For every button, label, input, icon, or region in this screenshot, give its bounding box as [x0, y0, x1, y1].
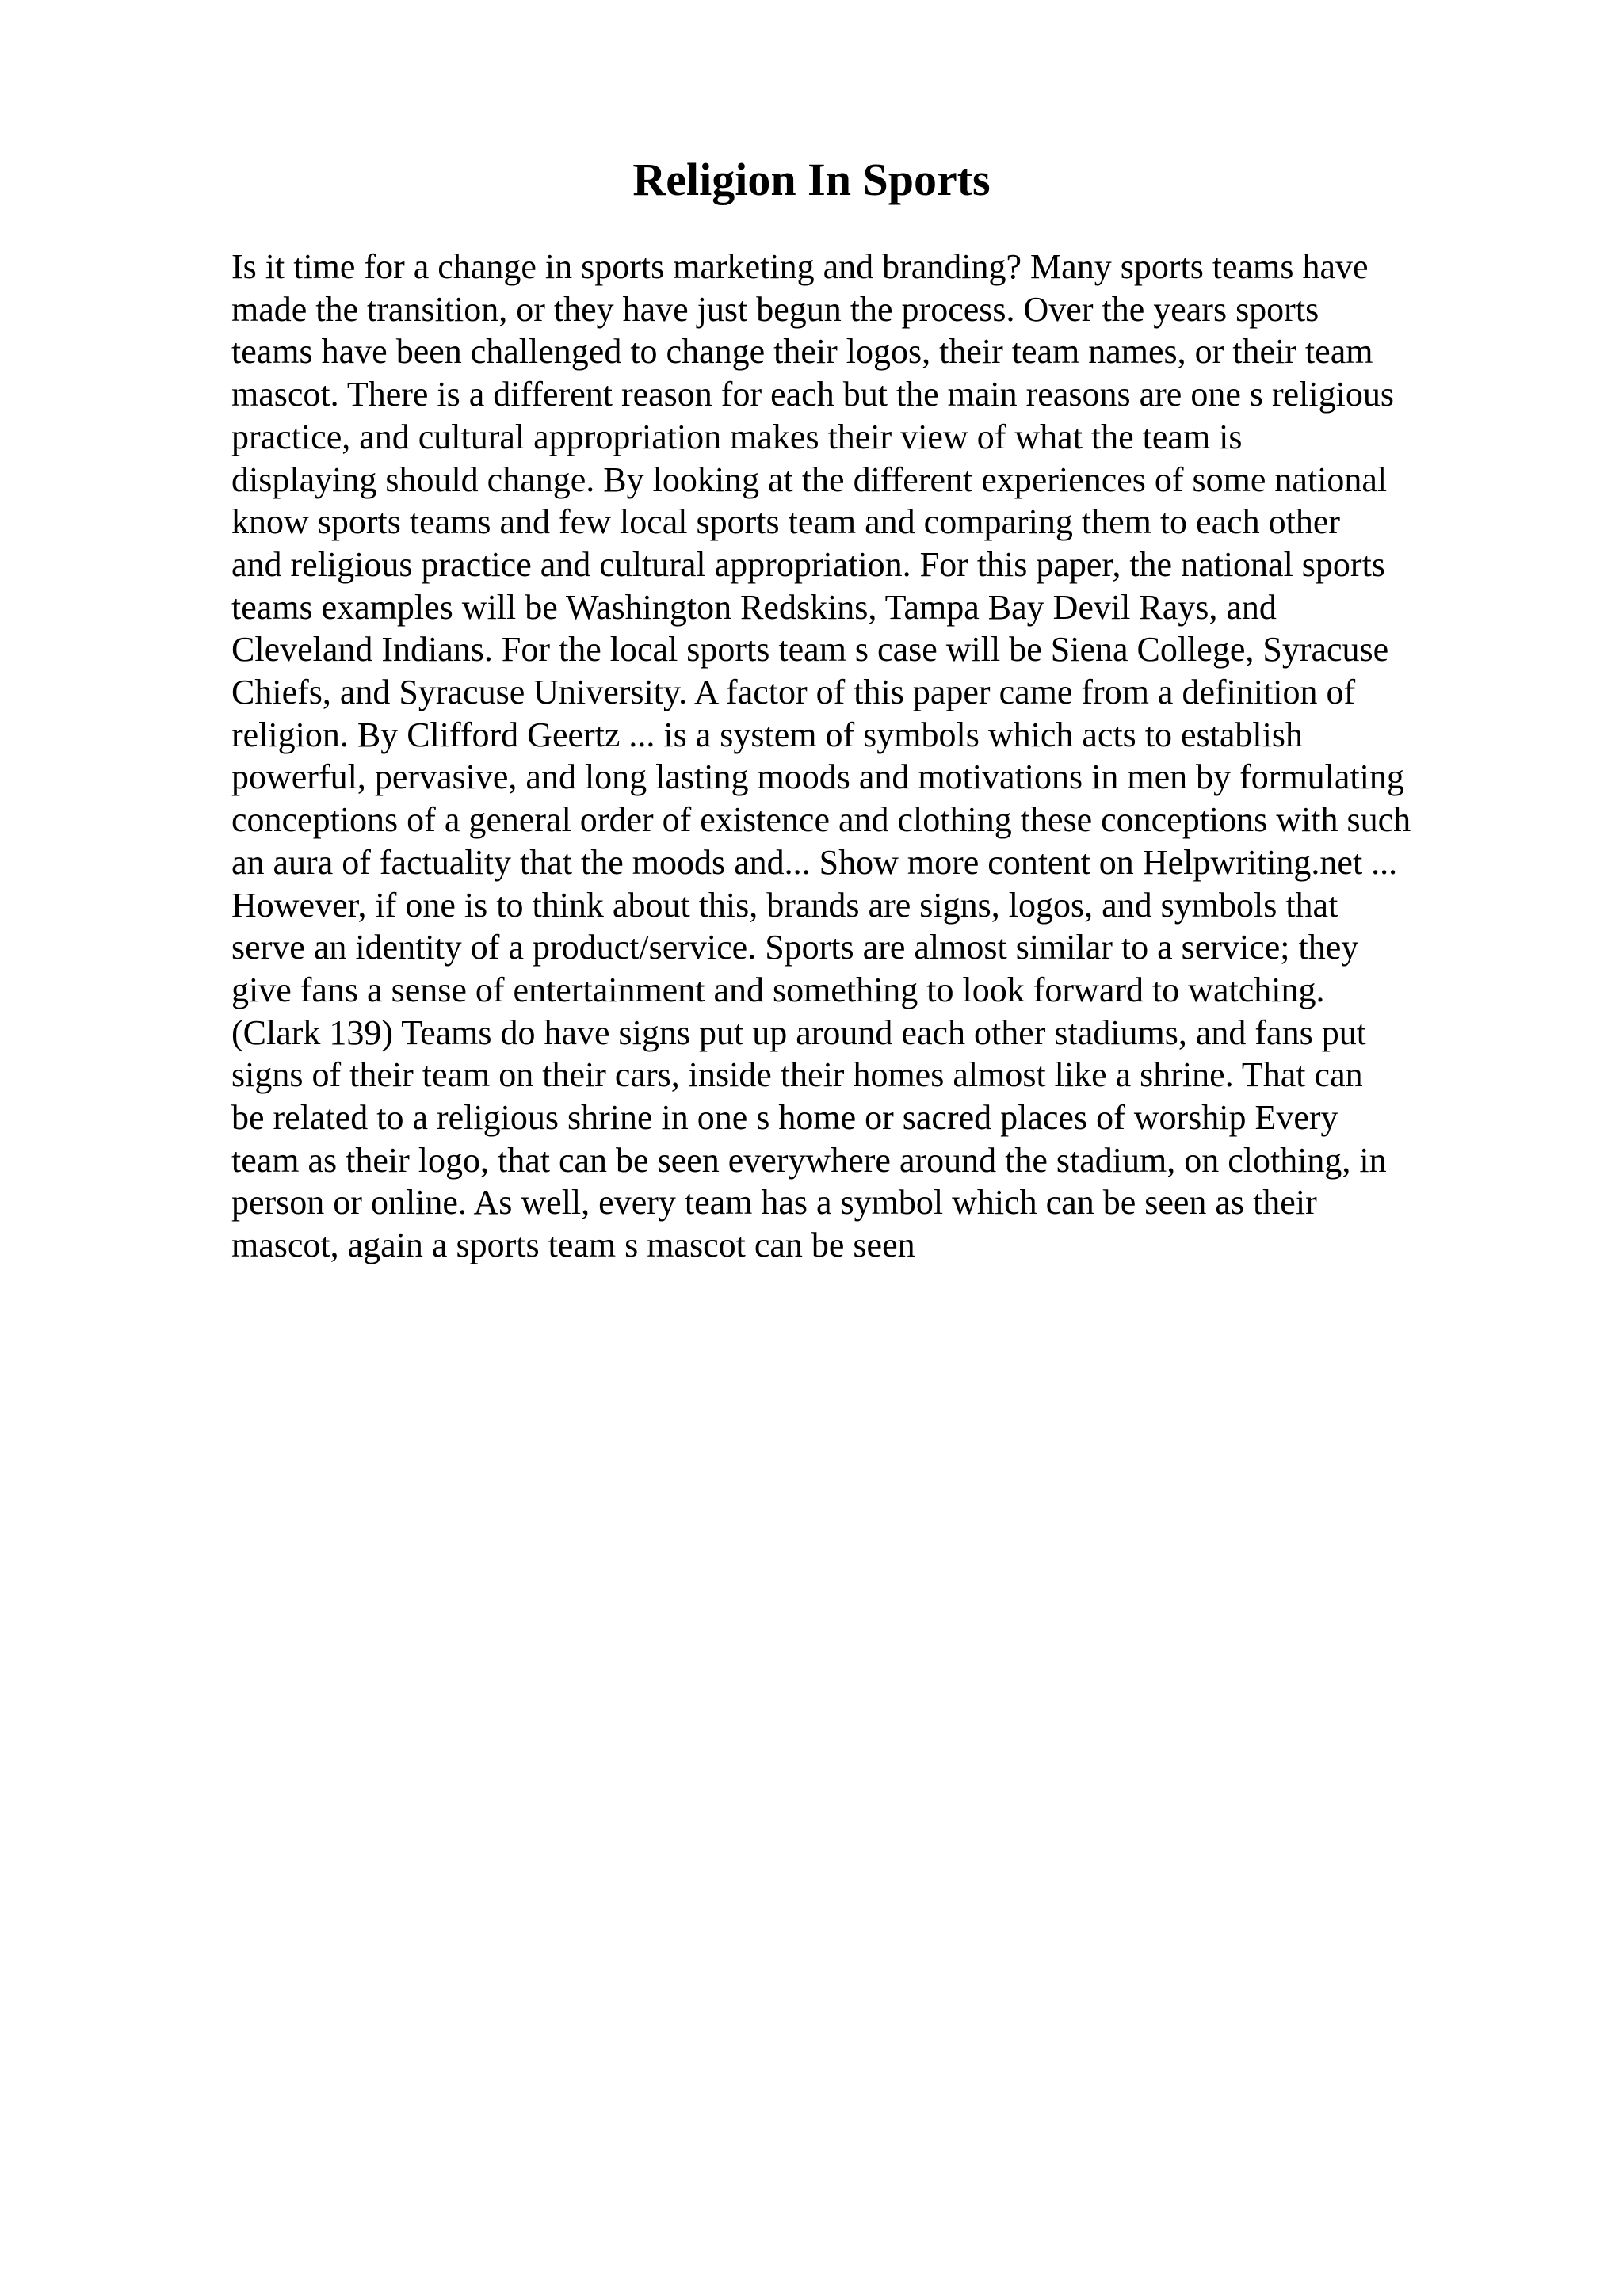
text-line: made the transition, or they have just begun the process. Over the years sports: [231, 289, 1319, 329]
text-line: an aura of factuality that the moods and... Show more content on Helpwriting.net ...: [231, 842, 1398, 882]
text-line: However, if one is to think about this, brands are signs, logos, and symbols that: [231, 885, 1338, 925]
text-line: be related to a religious shrine in one s home or sacred places of worship Every: [231, 1098, 1338, 1138]
text-line: serve an identity of a product/service. Sports are almost similar to a service; they: [231, 928, 1359, 967]
text-line: teams examples will be Washington Redskins, Tampa Bay Devil Rays, and: [231, 587, 1277, 627]
text-line: (Clark 139) Teams do have signs put up around each other stadiums, and fans put: [231, 1013, 1366, 1052]
text-line: powerful, pervasive, and long lasting moods and motivations in men by formulating: [231, 757, 1404, 797]
body-paragraph: [231, 246, 1491, 1267]
text-line: mascot. There is a different reason for each but the main reasons are one s religious: [231, 375, 1394, 414]
page-title: Religion In Sports: [632, 154, 991, 205]
text-line: displaying should change. By looking at the different experiences of some national: [231, 460, 1388, 499]
text-line: signs of their team on their cars, inside their homes almost like a shrine. That can: [231, 1055, 1363, 1095]
text-line: religion. By Clifford Geertz ... is a system of symbols which acts to establish: [231, 715, 1303, 754]
text-line: know sports teams and few local sports team and comparing them to each other: [231, 502, 1341, 542]
text-line: Chiefs, and Syracuse University. A factor of this paper came from a definition of: [231, 673, 1356, 712]
text-line: Cleveland Indians. For the local sports team s case will be Siena College, Syracuse: [231, 630, 1389, 669]
text-line: teams have been challenged to change their logos, their team names, or their team: [231, 332, 1373, 372]
text-line: and religious practice and cultural appropriation. For this paper, the national sports: [231, 544, 1385, 584]
text-line: Is it time for a change in sports marketing and branding? Many sports teams have: [231, 247, 1369, 286]
text-line: practice, and cultural appropriation makes their view of what the team is: [231, 417, 1243, 456]
text-line: person or online. As well, every team has a symbol which can be seen as their: [231, 1183, 1317, 1222]
text-line: conceptions of a general order of existence and clothing these conceptions with such: [231, 800, 1411, 840]
text-line: give fans a sense of entertainment and something to look forward to watching.: [231, 970, 1325, 1009]
text-line: team as their logo, that can be seen everywhere around the stadium, on clothing, in: [231, 1140, 1387, 1180]
text-line: mascot, again a sports team s mascot can be seen: [231, 1226, 915, 1265]
